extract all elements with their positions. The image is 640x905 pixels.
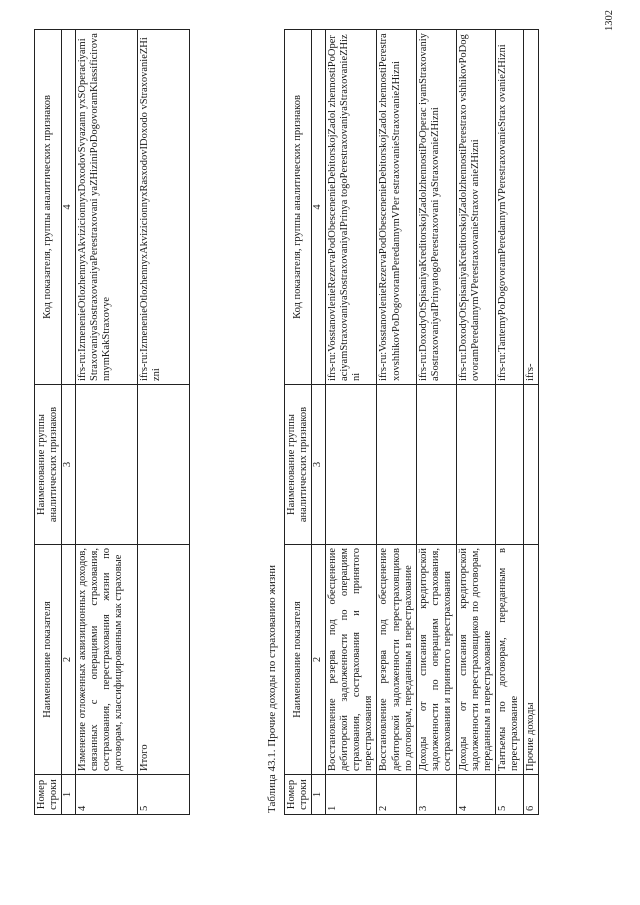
table-row	[377, 30, 417, 815]
header-indicator-code: Код показателя, группы аналитических признаков	[285, 30, 312, 385]
indicator-code: ifrs-ru:DoxodyOtSpisaniyaKreditorskojZadolzhennostiPoOperac iyamStraxovaniyaSostraxovaniyaIPrinyatogoPerestraxovani yaStraxovanieZHizni	[417, 30, 457, 385]
table-row	[456, 30, 496, 815]
column-number-row	[312, 30, 325, 815]
column-number: 2	[62, 545, 75, 775]
row-number: 1	[325, 775, 377, 815]
row-number: 4	[456, 775, 496, 815]
table-row	[325, 30, 377, 815]
group-name	[137, 385, 189, 545]
row-number: 4	[75, 775, 137, 815]
page-number: 1302	[604, 10, 615, 31]
table-row	[137, 30, 189, 815]
other-income-table	[284, 29, 539, 815]
indicator-name: Тантьемы по договорам, переданным в перестрахование	[496, 545, 523, 775]
row-number: 5	[496, 775, 523, 815]
indicator-name: Восстановление резерва под обесценение дебиторской задолженности по операциям страхования, сострахования и принятого перестрахования	[325, 545, 377, 775]
indicator-code: ifrs-ru:IzmenenieOtlozhennyxAkvizicionnyxDoxodovSvyazann yxSOperaciyamiStraxovaniyaSostraxovaniyaPerestraxovani yaZHiziniPoDogovoramKlassificirovannymKakStraxovye	[75, 30, 137, 385]
column-number: 2	[312, 545, 325, 775]
row-number: 2	[377, 775, 417, 815]
indicator-name: Изменение отложенных аквизиционных доходов, связанных с операциями страхования, сострахования, перестрахования жизни по договорам, классифицированным как страховые	[75, 545, 137, 775]
table-row	[75, 30, 137, 815]
header-indicator-name: Наименование показателя	[285, 545, 312, 775]
column-number: 3	[312, 385, 325, 545]
header-group-name: Наименование группы аналитических признаков	[285, 385, 312, 545]
indicator-code: ifrs-ru:VosstanovlenieRezervaPodObesceneniеDebitorskojZadol zhennostiPerestraxovshhikovPoDogovoramPeredannymVPer estraxovanieStraxovanieZHizni	[377, 30, 417, 385]
table-header-row	[285, 30, 312, 815]
header-indicator-name: Наименование показателя	[35, 545, 62, 775]
table-row	[523, 30, 538, 815]
row-number: 6	[523, 775, 538, 815]
group-name	[496, 385, 523, 545]
indicator-code: ifrs-	[523, 30, 538, 385]
table-row	[496, 30, 523, 815]
table-caption: Таблица 43.1. Прочие доходы по страхованию жизни	[266, 564, 278, 813]
indicator-name: Доходы от списания кредиторской задолженности по операциям страхования, сострахования и принятого перестрахования	[417, 545, 457, 775]
group-name	[523, 385, 538, 545]
header-indicator-code: Код показателя, группы аналитических признаков	[35, 30, 62, 385]
row-number: 3	[417, 775, 457, 815]
column-number: 4	[62, 30, 75, 385]
indicator-code: ifrs-ru:VosstanovlenieRezervaPodObesceneniеDebitorskojZadol zhennostiPoOperaciyamStraxovaniyaSostraxovaniyaIPrinya togoPerestraxovaniyaStraxovanieZHizni	[325, 30, 377, 385]
column-number: 1	[62, 775, 75, 815]
indicator-code: ifrs-ru:TantemyPoDogovoramPeredannymVPerestraxovanieStrax ovanieZHizni	[496, 30, 523, 385]
indicator-name: Прочие доходы	[523, 545, 538, 775]
header-row-number: Номер строки	[285, 775, 312, 815]
indicator-code: ifrs-ru:DoxodyOtSpisaniyaKreditorskojZadolzhennostiPerestraxo vshhikovPoDogovoramPeredannymVPerestraxovanieStraxov anieZHizni	[456, 30, 496, 385]
header-row-number: Номер строки	[35, 775, 62, 815]
column-number: 4	[312, 30, 325, 385]
indicator-name: Восстановление резерва под обесценение дебиторской задолженности перестраховщиков по договорам, переданным в перестрахование	[377, 545, 417, 775]
column-number-row	[62, 30, 75, 815]
group-name	[456, 385, 496, 545]
column-number: 1	[312, 775, 325, 815]
table-row	[417, 30, 457, 815]
indicator-name: Итого	[137, 545, 189, 775]
header-group-name: Наименование группы аналитических признаков	[35, 385, 62, 545]
group-name	[325, 385, 377, 545]
group-name	[75, 385, 137, 545]
column-number: 3	[62, 385, 75, 545]
row-number: 5	[137, 775, 189, 815]
group-name	[377, 385, 417, 545]
indicator-table-continued	[34, 29, 190, 815]
table-header-row	[35, 30, 62, 815]
indicator-name: Доходы от списания кредиторской задолженности перестраховщиков по договорам, переданным в перестрахование	[456, 545, 496, 775]
indicator-code: ifrs-ru:IzmenenieOtlozhennyxAkvizicionnyxRasxodovIDoxodo vStraxovanieZHizni	[137, 30, 189, 385]
group-name	[417, 385, 457, 545]
